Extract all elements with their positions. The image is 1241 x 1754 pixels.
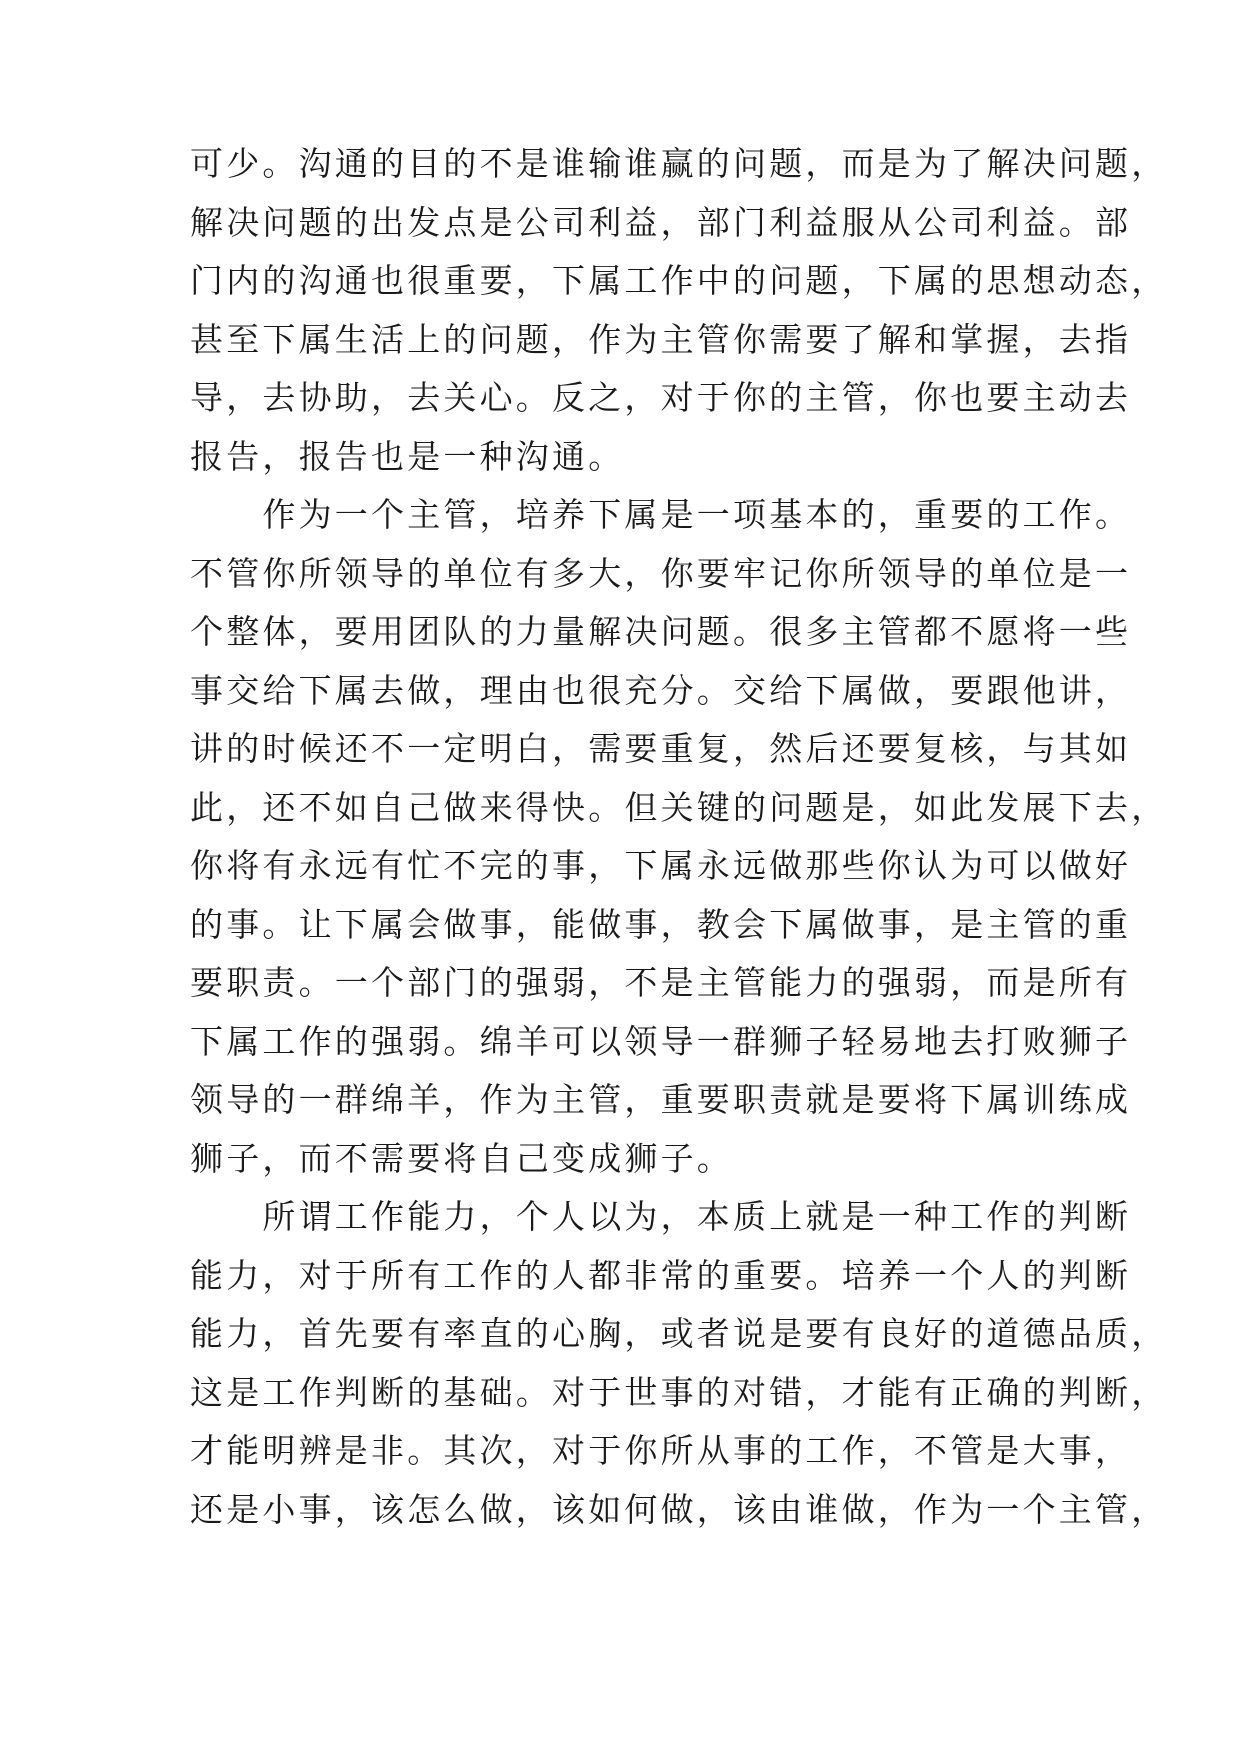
text-line: 下属工作的强弱。绵羊可以领导一群狮子轻易地去打败狮子 [190,1021,1132,1061]
text-line: 狮子，而不需要将自己变成狮子。 [190,1138,733,1178]
text-line: 解决问题的出发点是公司利益，部门利益服从公司利益。部 [190,202,1132,242]
text-line: 的事。让下属会做事，能做事，教会下属做事，是主管的重 [190,904,1132,944]
text-line: 报告，报告也是一种沟通。 [190,436,625,476]
text-line: 能力，对于所有工作的人都非常的重要。培养一个人的判断 [190,1255,1132,1295]
text-line: 作为一个主管，培养下属是一项基本的，重要的工作。 [190,495,1132,534]
text-line: 事交给下属去做，理由也很充分。交给下属做，要跟他讲， [190,670,1132,710]
text-line: 领导的一群绵羊，作为主管，重要职责就是要将下属训练成 [190,1080,1132,1119]
text-line: 门内的沟通也很重要，下属工作中的问题，下属的思想动态， [190,261,1168,300]
text-line: 不管你所领导的单位有多大，你要牢记你所领导的单位是一 [190,553,1132,593]
text-line: 所谓工作能力，个人以为，本质上就是一种工作的判断 [190,1197,1132,1236]
text-line: 要职责。一个部门的强弱，不是主管能力的强弱，而是所有 [190,963,1132,1002]
text-line: 甚至下属生活上的问题，作为主管你需要了解和掌握，去指 [190,319,1132,359]
text-line: 能力，首先要有率直的心胸，或者说是要有良好的道德品质， [190,1314,1168,1353]
text-line: 才能明辨是非。其次，对于你所从事的工作，不管是大事， [190,1431,1132,1470]
text-line: 还是小事，该怎么做，该如何做，该由谁做，作为一个主管， [190,1489,1168,1529]
text-line: 个整体，要用团队的力量解决问题。很多主管都不愿将一些 [190,612,1132,651]
text-line: 可少。沟通的目的不是谁输谁赢的问题，而是为了解决问题， [190,144,1168,183]
text-line: 你将有永远有忙不完的事，下属永远做那些你认为可以做好 [190,846,1132,885]
text-line: 导，去协助，去关心。反之，对于你的主管，你也要主动去 [190,378,1132,417]
text-line: 讲的时候还不一定明白，需要重复，然后还要复核，与其如 [190,729,1132,768]
document-body [190,135,1168,1539]
text-line: 此，还不如自己做来得快。但关键的问题是，如此发展下去， [190,787,1168,827]
text-line: 这是工作判断的基础。对于世事的对错，才能有正确的判断， [190,1372,1168,1412]
